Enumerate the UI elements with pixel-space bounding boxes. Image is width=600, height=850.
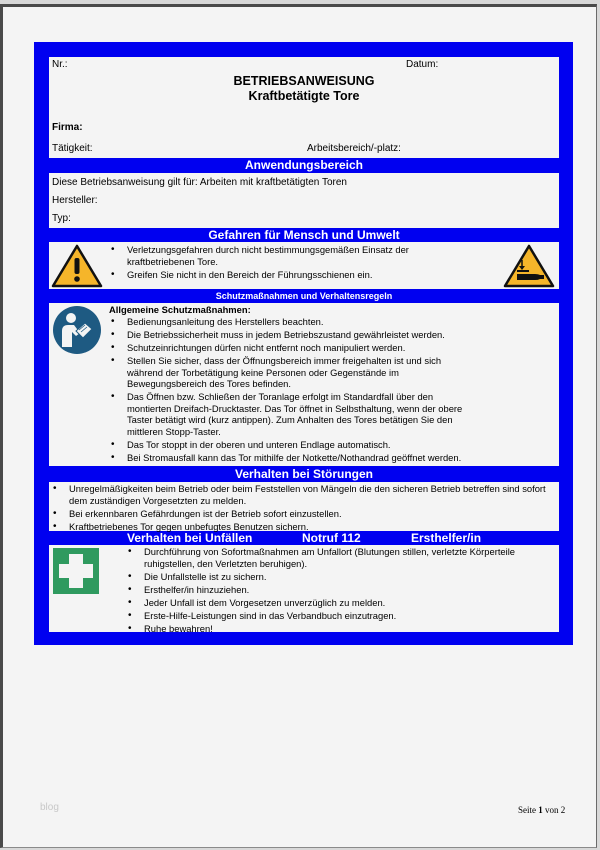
gefahren-box bbox=[49, 242, 559, 289]
list-item: • Die Betriebssicherheit muss in jedem Betriebszustand gewährleistet werden. bbox=[109, 329, 469, 341]
section-heading-unfaelle bbox=[49, 531, 559, 545]
header-box bbox=[49, 57, 559, 158]
hand-crush-warning-icon bbox=[503, 244, 555, 288]
list-item: • Verletzungsgefahren durch nicht bestimmungsgemäßen Einsatz der kraftbetriebenen Tore. bbox=[109, 244, 439, 267]
stoerungen-box bbox=[49, 482, 559, 531]
schutzmassnahmen-box bbox=[49, 303, 559, 466]
unfaelle-list bbox=[126, 546, 546, 636]
taetigkeit-label: Tätigkeit: bbox=[52, 143, 93, 154]
document-title: BETRIEBSANWEISUNG bbox=[233, 74, 375, 88]
section-heading-stoerungen: Verhalten bei Störungen bbox=[234, 467, 374, 481]
anwendungsbereich-box bbox=[49, 173, 559, 228]
document-subtitle: Kraftbetätigte Tore bbox=[248, 89, 360, 103]
list-item: • Unregelmäßigkeiten beim Betrieb oder beim Feststellen von Mängeln die den sicheren Betrieb betreffen sind sofort dem zuständigen Vorgesetzten zu melden. bbox=[51, 483, 556, 506]
list-item: • Schutzeinrichtungen dürfen nicht entfernt noch manipuliert werden. bbox=[109, 342, 469, 354]
list-item: • Erste-Hilfe-Leistungen sind in das Verbandbuch einzutragen. bbox=[126, 610, 546, 622]
list-item: • Das Öffnen bzw. Schließen der Toranlage erfolgt im Standardfall über den montierten Dreifach-Drucktaster. Das Tor öffnet in Selbsthaltung, wenn der obere Taster betätigt wird (kurz antippen). Zum Anhalten des Tores betätigen Sie den mittleren Stopp-Taster. bbox=[109, 391, 469, 437]
first-aid-icon bbox=[53, 548, 99, 594]
list-item: • Das Tor stoppt in der oberen und unteren Endlage automatisch. bbox=[109, 439, 469, 451]
page-current: 1 bbox=[538, 805, 543, 815]
gefahren-list bbox=[109, 244, 439, 282]
schutzmassnahmen-subheading: Allgemeine Schutzmaßnahmen: bbox=[109, 304, 251, 315]
unfaelle-box bbox=[49, 545, 559, 632]
typ-label: Typ: bbox=[52, 213, 71, 224]
nr-label: Nr.: bbox=[52, 59, 68, 70]
unfaelle-heading: Verhalten bei Unfällen bbox=[127, 531, 253, 545]
section-heading-anwendungsbereich: Anwendungsbereich bbox=[244, 158, 363, 172]
list-item: • Jeder Unfall ist dem Vorgesetzen unverzüglich zu melden. bbox=[126, 597, 546, 609]
firma-label: Firma: bbox=[52, 122, 83, 133]
list-item: • Ruhe bewahren! bbox=[126, 623, 546, 635]
list-item: • Durchführung von Sofortmaßnahmen am Unfallort (Blutungen stillen, verletzte Körperteile ruhigstellen, den Verletzten beruhigen). bbox=[126, 546, 546, 569]
scope-text: Diese Betriebsanweisung gilt für: Arbeiten mit kraftbetätigten Toren bbox=[52, 177, 347, 188]
hersteller-label: Hersteller: bbox=[52, 195, 98, 206]
list-item: • Greifen Sie nicht in den Bereich der Führungsschienen ein. bbox=[109, 269, 439, 281]
stoerungen-list bbox=[51, 483, 556, 534]
list-item: • Kraftbetriebenes Tor gegen unbefugtes Benutzen sichern. bbox=[51, 521, 556, 533]
list-item: • Bei Stromausfall kann das Tor mithilfe der Notkette/Nothandrad geöffnet werden. bbox=[109, 452, 469, 464]
page-total: 2 bbox=[560, 805, 566, 815]
page-of: von bbox=[545, 805, 559, 815]
page-label: Seite bbox=[518, 805, 536, 815]
arbeitsbereich-label: Arbeitsbereich/-platz: bbox=[307, 143, 401, 154]
ersthelfer-label: Ersthelfer/in bbox=[411, 531, 482, 545]
datum-label: Datum: bbox=[406, 59, 439, 70]
watermark: blog bbox=[40, 802, 59, 813]
page-number bbox=[518, 805, 565, 815]
document-page bbox=[0, 4, 597, 848]
list-item: • Stellen Sie sicher, dass der Öffnungsbereich immer freigehalten ist und sich während der Torbetätigung keine Personen oder Gegenstände im Bewegungsbereich des Tores befinden. bbox=[109, 355, 469, 390]
general-warning-icon bbox=[51, 244, 103, 288]
notruf-number: Notruf 112 bbox=[302, 531, 361, 545]
list-item: • Die Unfallstelle ist zu sichern. bbox=[126, 571, 546, 583]
section-heading-gefahren: Gefahren für Mensch und Umwelt bbox=[208, 228, 400, 242]
section-heading-schutzmassnahmen: Schutzmaßnahmen und Verhaltensregeln bbox=[215, 291, 393, 301]
schutzmassnahmen-list bbox=[109, 316, 469, 465]
list-item: • Bei erkennbaren Gefährdungen ist der Betrieb sofort einzustellen. bbox=[51, 508, 556, 520]
list-item: • Bedienungsanleitung des Herstellers beachten. bbox=[109, 316, 469, 328]
read-manual-icon bbox=[52, 305, 102, 355]
list-item: • Ersthelfer/in hinzuziehen. bbox=[126, 584, 546, 596]
operating-instruction-frame bbox=[34, 42, 573, 645]
